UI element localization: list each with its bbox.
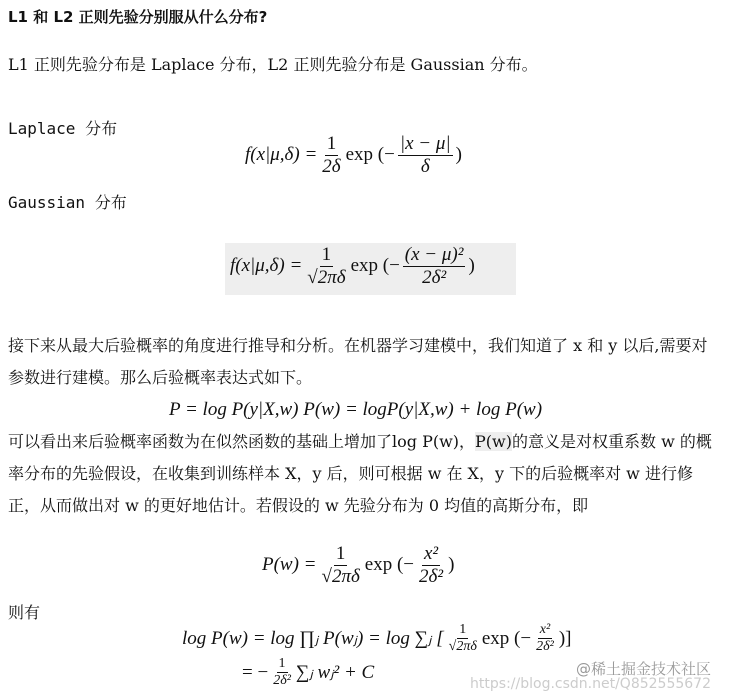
laplace-label: Laplace 分布 — [8, 119, 118, 138]
watermark-juejin: @稀土掘金技术社区 — [575, 660, 711, 678]
paragraph-2: 可以看出来后验概率函数为在似然函数的基础上增加了log P(w)，P(w)的意义是对权重系数 w 的概率分布的先验假设，在收集到训练样本 X，y 后，则可根据 w 在 X，y 下的后验概率对 w 进行修正，从而做出对 w 的更好地估计。若假设的 w 先验分布为 0 均值的高斯分布，即 — [8, 432, 712, 515]
question-title: L1 和 L2 正则先验分别服从什么分布? — [8, 8, 268, 26]
watermark-url: https://blog.csdn.net/Q852555672 — [470, 676, 711, 692]
derivation-text — [8, 330, 723, 522]
log-prior-formula: log P(w) = log ∏ⱼ P(wⱼ) = log ∑ⱼ [ $\frac{1}{√2\pi\delta}$ exp (− $\frac{\text{x²}}{\text{2δ²}}$ )] — [182, 622, 572, 655]
gaussian-formula: f(x|μ,δ) = $\frac{1}{√2\pi\delta}$ exp (− $\frac{\text{(x − μ)²}}{\text{2δ²}}$ ) — [230, 244, 475, 288]
paragraph-1: 接下来从最大后验概率的角度进行推导和分析。在机器学习建模中，我们知道了 x 和 y 以后,需要对参数进行建模。那么后验概率表达式如下。 — [8, 336, 708, 387]
then-text: 则有 — [8, 603, 41, 622]
log-prior-result: = − $\frac{1}{\text{2δ²}}$ ∑ⱼ wⱼ² + C — [242, 656, 375, 689]
intro-text: L1 正则先验分布是 Laplace 分布，L2 正则先验分布是 Gaussian 分布。 — [8, 55, 538, 74]
prior-formula: P(w) = $\frac{1}{√2\pi\delta}$ exp (− $\frac{\text{x²}}{\text{2δ²}}$ ) — [262, 543, 455, 587]
posterior-formula: P = log P(y|X,w) P(w) = logP(y|X,w) + log P(w) — [168, 399, 543, 420]
laplace-formula: f(x|μ,δ) = $\frac{1}{2\delta}$ exp (− $\frac{|x - \mu|}{\delta}$ ) — [245, 133, 462, 177]
gaussian-label: Gaussian 分布 — [8, 193, 127, 212]
